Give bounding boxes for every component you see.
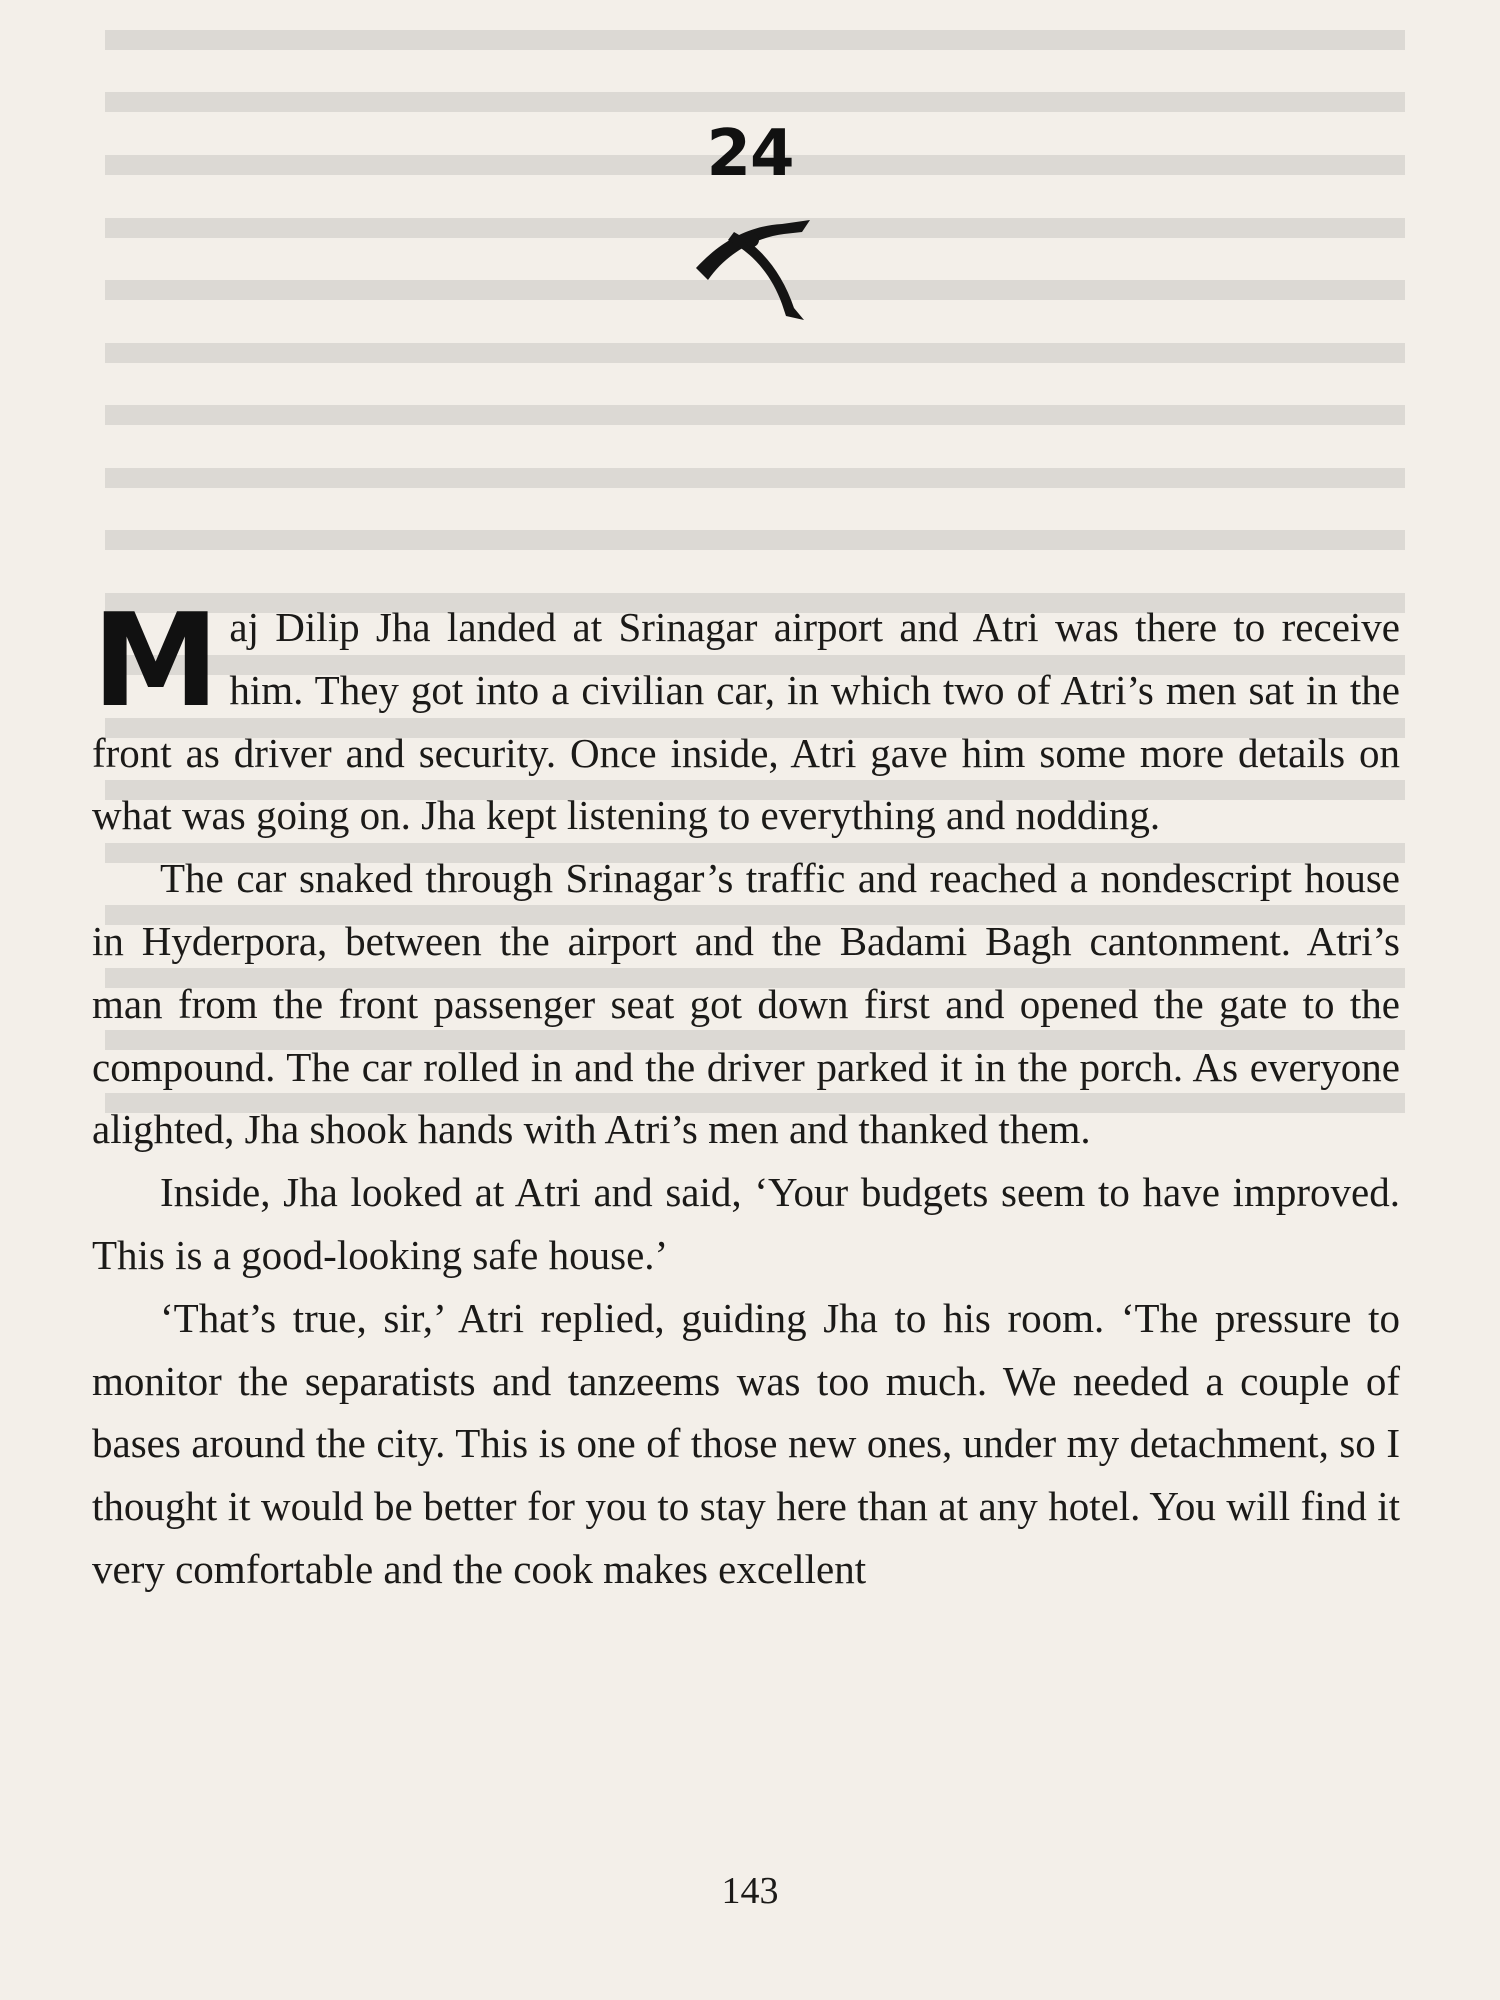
page-number: 143 xyxy=(721,1870,779,1912)
paragraph-3: Inside, Jha looked at Atri and said, ‘Your budgets seem to have improved. This is a good-looking safe house.’ xyxy=(92,1169,1400,1278)
paragraph-4: ‘That’s true, sir,’ Atri replied, guiding Jha to his room. ‘The pressure to monitor the separatists and tanzeems was too much. We needed a couple of bases around the city. This is one of those new ones, under my detachment, so I thought it would be better for you to stay here than at any hotel. You will find it very comfortable and the cook makes excellent xyxy=(92,1294,1400,1592)
paragraph-2: The car snaked through Srinagar’s traffic and reached a nondescript house in Hyderpora, between the airport and the Badami Bagh cantonment. Atri’s man from the front passenger seat got down first and opened the gate to the compound. The car rolled in and the driver parked it in the porch. As everyone alighted, Jha shook hands with Atri’s men and thanked them. xyxy=(92,855,1400,1153)
ribbon-ornament-icon xyxy=(690,212,816,326)
chapter-body xyxy=(92,587,1400,1601)
paragraph-text: aj Dilip Jha landed at Srinagar airport and Atri was there to receive him. They got into a civilian car, in which two of Atri’s men sat in the front as driver and security. Once inside, Atri gave him some more details on what was going on. Jha kept listening to everything and nodding. xyxy=(92,604,1400,839)
drop-cap: M xyxy=(92,587,216,736)
paragraph-1 xyxy=(92,587,1400,847)
chapter-number: 24 xyxy=(706,117,794,191)
